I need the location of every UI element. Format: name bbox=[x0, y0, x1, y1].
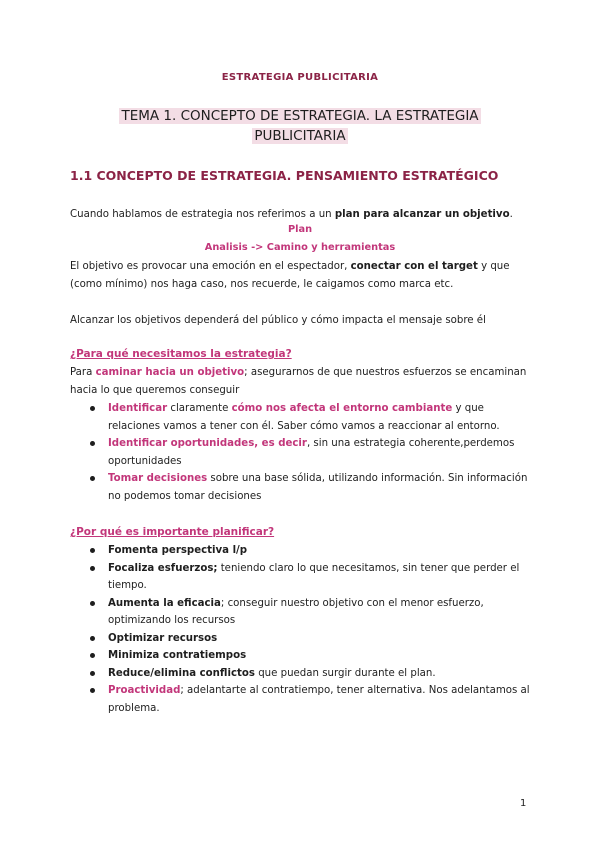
intro-text: Cuando hablamos de estrategia nos referimos a un bbox=[70, 209, 335, 220]
q1-bold: caminar hacia un objetivo bbox=[95, 367, 245, 378]
intro-bold: plan para alcanzar un objetivo bbox=[334, 209, 510, 220]
plan-label: Plan bbox=[287, 224, 313, 235]
bullet-icon bbox=[90, 671, 95, 676]
list-item: Aumenta la eficacia; conseguir nuestro objetivo con el menor esfuerzo, optimizando los recursos bbox=[86, 595, 530, 630]
q1-end: ; asegurarnos de que nuestros esfuerzos se encaminan hacia lo que queremos conseguir bbox=[70, 367, 527, 396]
page-number: 1 bbox=[520, 798, 527, 809]
analisis-label: Analisis -> Camino y herramientas bbox=[204, 242, 396, 253]
reach-paragraph: Alcanzar los objetivos dependerá del público y cómo impacta el mensaje sobre él bbox=[70, 315, 486, 326]
bullet-icon bbox=[90, 688, 95, 693]
list-item: Identificar claramente cómo nos afecta el entorno cambiante y que relaciones vamos a tener con él. Saber cómo vamos a reaccionar al entorno. bbox=[86, 400, 530, 435]
list-item: Focaliza esfuerzos; teniendo claro lo que necesitamos, sin tener que perder el tiempo. bbox=[86, 560, 530, 595]
list-item: Optimizar recursos bbox=[86, 630, 530, 648]
list-item: Identificar oportunidades, es decir, sin una estrategia coherente,perdemos oportunidades bbox=[86, 435, 530, 470]
list-item: Fomenta perspectiva l/p bbox=[86, 542, 530, 560]
topic-title-line-2: PUBLICITARIA bbox=[254, 128, 346, 144]
list-item: Minimiza contratiempos bbox=[86, 647, 530, 665]
document-header: ESTRATEGIA PUBLICITARIA bbox=[221, 72, 379, 83]
bullet-icon bbox=[90, 476, 95, 481]
bullet-icon bbox=[90, 441, 95, 446]
bullet-icon bbox=[90, 566, 95, 571]
question-2-title: ¿Por qué es importante planificar? bbox=[70, 526, 275, 538]
objective-paragraph bbox=[70, 258, 530, 293]
topic-title bbox=[112, 106, 488, 146]
bullet-icon bbox=[90, 548, 95, 553]
objective-text: El objetivo es provocar una emoción en el espectador, bbox=[70, 261, 351, 272]
q1-text: Para bbox=[70, 367, 96, 378]
section-title: 1.1 CONCEPTO DE ESTRATEGIA. PENSAMIENTO ESTRATÉGICO bbox=[70, 168, 499, 183]
bullet-icon bbox=[90, 653, 95, 658]
list-item: Reduce/elimina conflictos que puedan surgir durante el plan. bbox=[86, 665, 530, 683]
question-1-list bbox=[86, 400, 530, 505]
intro-end: . bbox=[509, 209, 513, 220]
intro-paragraph bbox=[70, 206, 530, 224]
list-item: Tomar decisiones sobre una base sólida, utilizando información. Sin información no podemos tomar decisiones bbox=[86, 470, 530, 505]
objective-end: y que (como mínimo) nos haga caso, nos recuerde, le caigamos como marca etc. bbox=[70, 261, 510, 290]
bullet-icon bbox=[90, 636, 95, 641]
question-1-paragraph bbox=[70, 364, 530, 399]
bullet-icon bbox=[90, 601, 95, 606]
bullet-icon bbox=[90, 406, 95, 411]
objective-bold: conectar con el target bbox=[350, 261, 478, 272]
question-1-title: ¿Para qué necesitamos la estrategia? bbox=[70, 348, 292, 360]
question-2-list bbox=[86, 542, 530, 717]
topic-title-line-1: TEMA 1. CONCEPTO DE ESTRATEGIA. LA ESTRATEGIA bbox=[121, 108, 479, 124]
list-item: Proactividad; adelantarte al contratiempo, tener alternativa. Nos adelantamos al problema. bbox=[86, 682, 530, 717]
